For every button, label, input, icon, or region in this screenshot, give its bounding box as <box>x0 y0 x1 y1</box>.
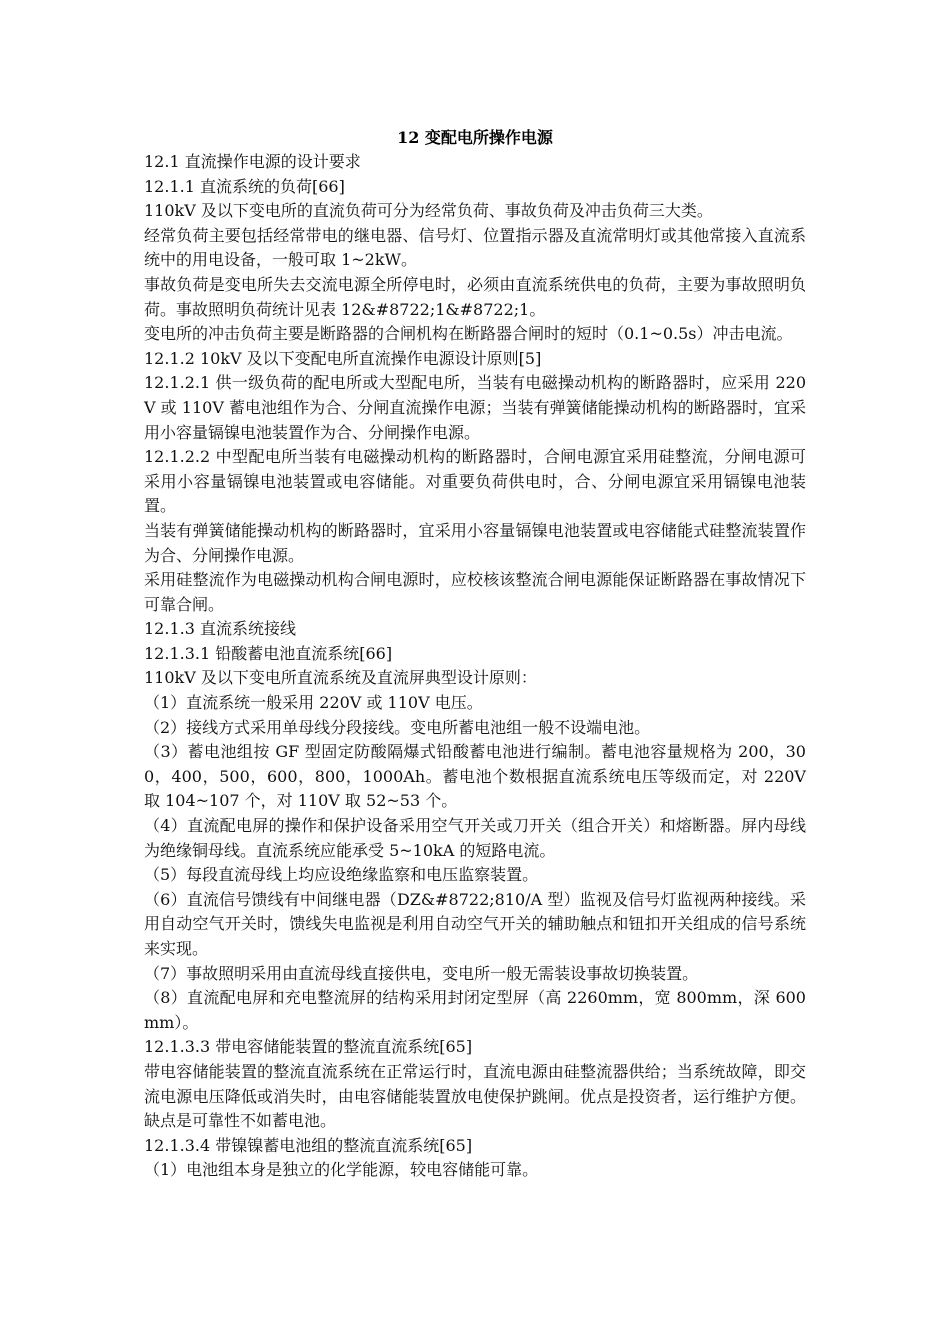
body-paragraph: 经常负荷主要包括经常带电的继电器、信号灯、位置指示器及直流常明灯或其他常接入直流系统中的用电设备，一般可取 1~2kW。 <box>144 225 806 270</box>
body-paragraph: 采用硅整流作为电磁操动机构合闸电源时，应校核该整流合闸电源能保证断路器在事故情况下可靠合闸。 <box>144 570 806 614</box>
list-item: （1）电池组本身是独立的化学能源，较电容储能可靠。 <box>144 1160 539 1180</box>
section-heading: 12.1 直流操作电源的设计要求 <box>144 152 361 171</box>
body-paragraph: 带电容储能装置的整流直流系统在正常运行时，直流电源由硅整流器供给；当系统故障，即交流电源电压降低或消失时，由电容储能装置放电使保护跳闸。优点是投资者，运行维护方便。缺点是可靠性不如蓄电池。 <box>144 1061 806 1131</box>
body-paragraph: 当装有弹簧储能操动机构的断路器时，宜采用小容量镉镍电池装置或电容储能式硅整流装置作为合、分闸操作电源。 <box>144 520 806 565</box>
body-paragraph: 12.1.2.2 中型配电所当装有电磁操动机构的断路器时，合闸电源宜采用硅整流，分闸电源可采用小容量镉镍电池装置或电容储能。对重要负荷供电时，合、分闸电源宜采用镉镍电池装置。 <box>144 447 806 516</box>
list-item: （5）每段直流母线上均应设绝缘监察和电压监察装置。 <box>144 865 539 885</box>
body-paragraph: 变电所的冲击负荷主要是断路器的合闸机构在断路器合闸时的短时（0.1~0.5s）冲击电流。 <box>144 324 793 344</box>
subsection-heading: 12.1.3 直流系统接线 <box>144 619 296 639</box>
list-item: （2）接线方式采用单母线分段接线。变电所蓄电池组一般不设端电池。 <box>144 717 651 737</box>
document-title: 12 变配电所操作电源 <box>397 128 553 147</box>
list-item: （6）直流信号馈线有中间继电器（DZ&#8722;810/A 型）监视及信号灯监视两种接线。采用自动空气开关时，馈线失电监视是利用自动空气开关的辅助触点和钮扣开关组成的信号系统来实现。 <box>144 889 806 958</box>
list-item: （4）直流配电屏的操作和保护设备采用空气开关或刀开关（组合开关）和熔断器。屏内母线为绝缘铜母线。直流系统应能承受 5~10kA 的短路电流。 <box>144 816 806 860</box>
subsection-heading: 12.1.2 10kV 及以下变配电所直流操作电源设计原则[5] <box>144 348 542 368</box>
subsection-heading: 12.1.3.1 铅酸蓄电池直流系统[66] <box>144 643 393 663</box>
body-paragraph: 110kV 及以下变电所直流系统及直流屏典型设计原则： <box>144 668 537 688</box>
list-item: （8）直流配电屏和充电整流屏的结构采用封闭定型屏（高 2260mm，宽 800mm，深 600mm）。 <box>144 988 806 1032</box>
subsection-heading: 12.1.3.3 带电容储能装置的整流直流系统[65] <box>144 1037 473 1057</box>
body-paragraph: 12.1.2.1 供一级负荷的配电所或大型配电所，当装有电磁操动机构的断路器时，应采用 220V 或 110V 蓄电池组作为合、分闸直流操作电源；当装有弹簧储能操动机构的断路器时，宜采用小容量镉镍电池装置作为合、分闸操作电源。 <box>144 373 806 442</box>
body-paragraph: 事故负荷是变电所失去交流电源全所停电时，必须由直流系统供电的负荷，主要为事故照明负荷。事故照明负荷统计见表 12&#8722;1&#8722;1。 <box>144 274 806 319</box>
list-item: （3）蓄电池组按 GF 型固定防酸隔爆式铅酸蓄电池进行编制。蓄电池容量规格为 200，300，400，500，600，800，1000Ah。蓄电池个数根据直流系统电压等级而定，对 220V 取 104~107 个，对 110V 取 52~53 个。 <box>144 742 806 811</box>
subsection-heading: 12.1.3.4 带镍镍蓄电池组的整流直流系统[65] <box>144 1135 473 1155</box>
document-body <box>144 150 806 1183</box>
list-item: （1）直流系统一般采用 220V 或 110V 电压。 <box>144 693 483 713</box>
body-paragraph: 110kV 及以下变电所的直流负荷可分为经常负荷、事故负荷及冲击负荷三大类。 <box>144 201 713 221</box>
list-item: （7）事故照明采用由直流母线直接供电，变电所一般无需装设事故切换装置。 <box>144 963 699 983</box>
subsection-heading: 12.1.1 直流系统的负荷[66] <box>144 176 345 196</box>
